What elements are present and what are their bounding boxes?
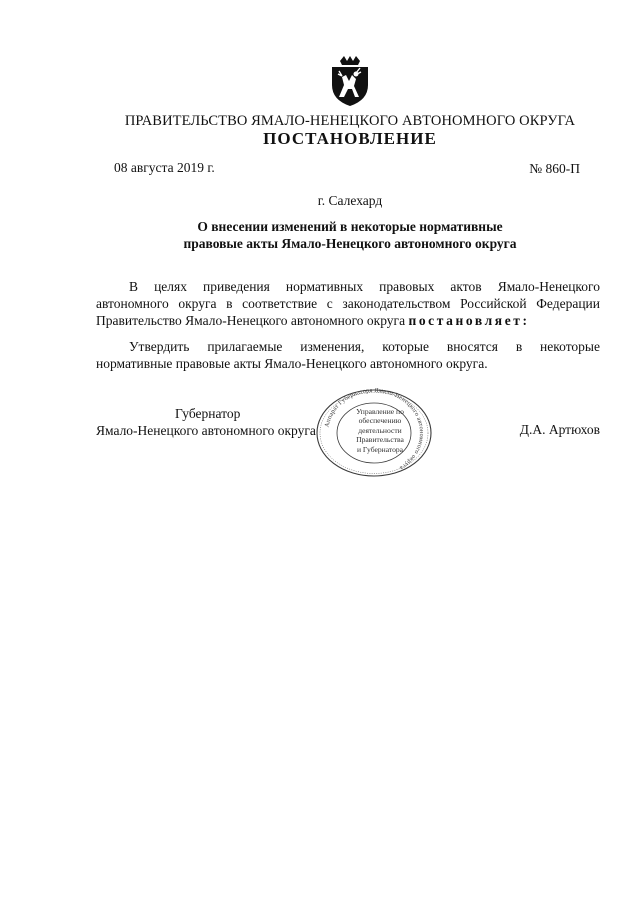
document-title-line: О внесении изменений в некоторые нормативные (197, 219, 503, 234)
paragraph-line-prefix: Правительство Ямало-Ненецкого автономного округа (96, 313, 409, 328)
coat-of-arms-icon (328, 55, 372, 107)
stamp-line: деятельности (358, 425, 402, 435)
signatory-position-line: Ямало-Ненецкого автономного округа (96, 423, 316, 438)
document-city: г. Салехард (317, 193, 383, 208)
stamp-line: и Губернатора (356, 444, 404, 454)
signatory-name: Д.А. Артюхов (519, 422, 600, 437)
stamp-ring-text: Аппарат Губернатора Ямало-Ненецкого автономного округа (323, 387, 426, 472)
resolution-paragraph (96, 338, 600, 372)
document-number: № 860-П (529, 161, 580, 176)
document-title-line: правовые акты Ямало-Ненецкого автономного округа (183, 236, 517, 251)
document-date: 08 августа 2019 г. (114, 160, 215, 175)
decree-keyword: постановляет: (408, 313, 530, 328)
stamp-line: Правительства (356, 435, 404, 445)
preamble-paragraph (96, 278, 600, 329)
paragraph-line (96, 312, 600, 329)
stamp-line: Управление по (356, 407, 404, 416)
government-name: ПРАВИТЕЛЬСТВО ЯМАЛО-НЕНЕЦКОГО АВТОНОМНОГО ОКРУГА (124, 113, 576, 129)
stamp-center-text (345, 407, 415, 454)
stamp-line: обеспечению (358, 416, 402, 426)
signatory-position-line: Губернатор (175, 406, 241, 421)
paragraph-line: В целях приведения нормативных правовых актов Ямало-Ненецкого (129, 279, 600, 294)
document-type: ПОСТАНОВЛЕНИЕ (263, 129, 437, 148)
paragraph-line: Утвердить прилагаемые изменения, которые вносятся в некоторые (129, 339, 600, 354)
paragraph-line: автономного округа в соответствие с законодательством Российской Федерации (96, 296, 600, 311)
document-title (0, 218, 640, 252)
paragraph-line: нормативные правовые акты Ямало-Ненецкого автономного округа. (96, 356, 488, 371)
signatory-position (96, 405, 326, 439)
